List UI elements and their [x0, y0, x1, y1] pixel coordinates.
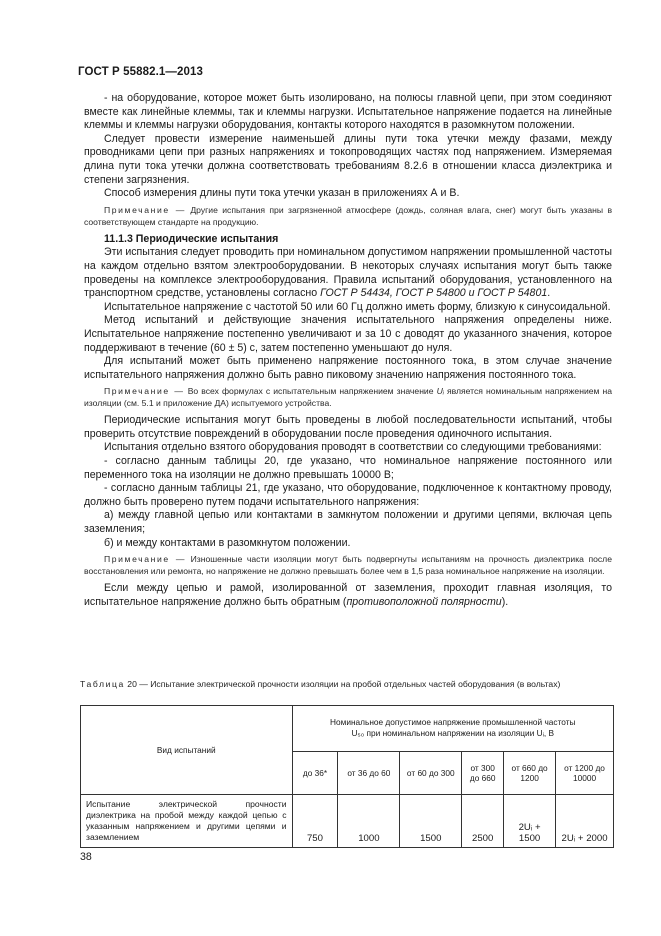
- note-text: Другие испытания при загрязненной атмосфере (дождь, соляная влага, снег) могут быть указаны в соответствующем стандарте на продукцию.: [84, 204, 613, 227]
- paragraph: Испытательное напряжение с частотой 50 или 60 Гц должно иметь форму, близкую к синусоидальной.: [104, 300, 611, 313]
- table-caption: [80, 679, 614, 690]
- section-heading: 11.1.3 Периодические испытания: [104, 232, 279, 245]
- note-label: Примечание —: [104, 554, 187, 565]
- standards-reference: ГОСТ Р 54434, ГОСТ Р 54800 и ГОСТ Р 54801: [320, 287, 548, 300]
- column-header: от 60 до 300: [400, 751, 462, 795]
- document-header: ГОСТ Р 55882.1—2013: [78, 66, 203, 78]
- text-run: .: [547, 287, 551, 300]
- table-cell: 2Uᵢ + 2000: [556, 795, 614, 848]
- note: [84, 204, 612, 228]
- table-cell: 1500: [400, 795, 462, 848]
- column-header-test: Вид испытаний: [81, 706, 293, 795]
- table-cell: Испытание электрической прочности диэлектрика на пробой между каждой цепью с указанным напряжением и другими цепями и заземлением: [81, 795, 293, 848]
- paragraph: Испытания отдельно взятого оборудования проводят в соответствии со следующими требованиями:: [104, 441, 602, 454]
- text-run: Эти испытания следует проводить при номинальном допустимом напряжении промышленной частоты на каждом отдельно взятом электрооборудовании. В некоторых случаях испытания могут быть также проведены на комплексе электрооборудования. Правила испытаний оборудования, установленного на транспортном средстве, установлены согласно: [84, 246, 612, 300]
- column-header: от 36 до 60: [338, 751, 400, 795]
- paragraph: Для испытаний может быть применено напряжение постоянного тока, в этом случае значение испытательного напряжения должно быть равно пиковому значению напряжения постоянного тока.: [84, 355, 612, 381]
- table-cell: 750: [292, 795, 338, 848]
- table-cell: 2500: [462, 795, 504, 848]
- note: [84, 553, 612, 577]
- paragraph: Метод испытаний и действующие значения испытательного напряжения определены ниже. Испытательное напряжение постепенно увеличивают и за 10 с доводят до указанного значения, которое поддерживают в течение (60 ± 5) с, затем постепенно уменьшают до нуля.: [84, 314, 612, 354]
- emphasis: противоположной полярности: [346, 595, 502, 608]
- column-header: от 660 до 1200: [504, 751, 556, 795]
- column-header: от 1200 до 10000: [556, 751, 614, 795]
- table-row: [81, 795, 614, 848]
- note-label: Примечание —: [104, 204, 186, 215]
- paragraph: - согласно данным таблицы 20, где указано, что номинальное напряжение постоянного или переменного тока на изоляции не должно превышать 10000 В;: [84, 455, 612, 481]
- text-run: Если между цепью и рамой, изолированной от заземления, проходит главная изоляция, то испытательное напряжение должно быть обратным (: [84, 582, 612, 608]
- table-cell: 2Uᵢ + 1500: [504, 795, 556, 848]
- note: [84, 385, 612, 409]
- test-voltage-table: [80, 705, 614, 848]
- note-text: Во всех формулах с испытательным напряжением значение: [187, 386, 434, 397]
- paragraph: - согласно данным таблицы 21, где указано, что оборудование, подключенное к контактному проводу, должно быть проверено путем подачи испытательного напряжения:: [84, 482, 612, 508]
- symbol: Uᵢ: [436, 386, 444, 397]
- paragraph: [84, 246, 612, 300]
- note-text: является номинальным напряжением на изоляции (см. 5.1 и приложение ДА) испытуемого устройства.: [84, 386, 613, 409]
- table-cell: 1000: [338, 795, 400, 848]
- paragraph: а) между главной цепью или контактами в замкнутом положении и другими цепями, включая цепь заземления;: [84, 509, 612, 536]
- paragraph: Периодические испытания могут быть проведены в любой последовательности испытаний, чтобы проверить отсутствие повреждений в оборудовании после проведения одиночного испытания.: [84, 414, 612, 440]
- paragraph: б) и между контактами в разомкнутом положении.: [104, 536, 351, 549]
- column-header: от 300 до 660: [462, 751, 504, 795]
- page-number: 38: [80, 851, 92, 863]
- paragraph: Следует провести измерение наименьшей длины пути тока утечки между фазами, между проводниками цепи при разных напряжениях и токопроводящих частях под напряжением. Измеряемая длина пути тока утечки должна соответствовать требованиям 8.2.6 в отношении класса диэлектрика и степени загрязнения.: [84, 132, 612, 186]
- paragraph: Способ измерения длины пути тока утечки указан в приложениях А и В.: [104, 187, 460, 200]
- paragraph: - на оборудование, которое может быть изолировано, на полюсы главной цепи, при этом соединяют вместе как линейные клеммы, так и клеммы нагрузки. Испытательное напряжение подается на линейные клеммы и клеммы нагрузки оборудования, контакты которого находятся в разомкнутом положении.: [84, 92, 612, 132]
- paragraph: [84, 582, 612, 609]
- column-header: до 36*: [292, 751, 338, 795]
- caption-label: Таблица: [80, 679, 125, 689]
- text-run: ).: [501, 595, 509, 608]
- caption-text: 20 — Испытание электрической прочности изоляции на пробой отдельных частей оборудования (в вольтах): [127, 679, 561, 689]
- document-body: [84, 92, 612, 609]
- column-group-header: Номинальное допустимое напряжение промышленной частоты U₅₀ при номинальном напряжении на изоляции Uᵢ, В: [292, 706, 613, 752]
- note-text: Изношенные части изоляции могут быть подвергнуты испытаниям на прочность диэлектрика после восстановления или ремонта, но напряжение не должно превышать более чем в 1,5 раза номинальное напряжение на изоляции.: [84, 554, 612, 577]
- note-label: Примечание —: [104, 386, 185, 397]
